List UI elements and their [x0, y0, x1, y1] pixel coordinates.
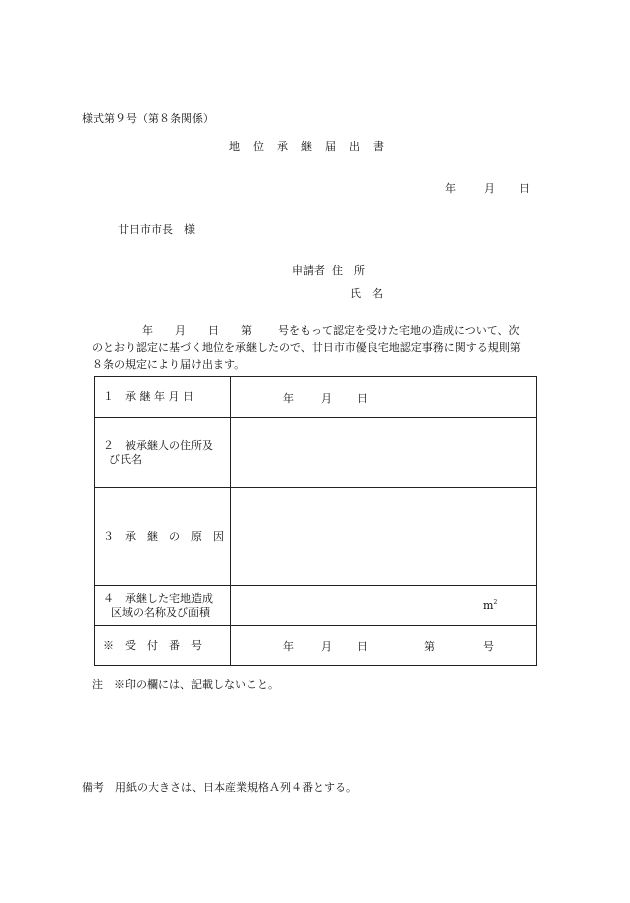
succession-cause-field[interactable] [231, 488, 537, 586]
succession-cause-label: ３ 承 継 の 原 因 [95, 488, 231, 586]
table-row [95, 586, 537, 626]
predecessor-label: ２ 被承継人の住所及 び氏名 [95, 418, 231, 488]
address-label: 住 所 [332, 264, 365, 277]
receipt-number-label: ※ 受 付 番 号 [95, 626, 231, 666]
table-row [95, 626, 537, 666]
title-char: 継 [301, 140, 312, 153]
title-char: 位 [253, 140, 264, 153]
submission-date [445, 180, 530, 196]
body-text [92, 322, 554, 373]
body-line-2: のとおり認定に基づく地位を承継したので、廿日市市優良宅地認定事務に関する規則第 [92, 341, 521, 354]
title-char: 地 [229, 140, 240, 153]
addressee: 廿日市市長 様 [118, 223, 195, 236]
site-area-label: ４ 承継した宅地造成 区域の名称及び面積 [95, 586, 231, 626]
succession-date-field[interactable]: 年 月 日 [231, 377, 537, 418]
document-title [229, 138, 397, 154]
form-number: 様式第９号（第８条関係） [82, 112, 214, 125]
title-char: 書 [373, 140, 384, 153]
date-month-label: 月 [484, 182, 495, 195]
receipt-number-field: 年 月 日 第 号 [231, 626, 537, 666]
title-char: 承 [277, 140, 288, 153]
predecessor-field[interactable] [231, 418, 537, 488]
date-year-label: 年 [445, 182, 456, 195]
applicant-address-line [292, 262, 365, 278]
table-row [95, 418, 537, 488]
body-line-3: ８条の規定により届け出ます。 [92, 358, 246, 371]
body-line-1: 年 月 日 第 号をもって認定を受けた宅地の造成について、次 [142, 324, 520, 337]
succession-date-label: １ 承 継 年 月 日 [95, 377, 231, 418]
note-text: 注 ※印の欄には、記載しないこと。 [92, 678, 279, 691]
square-meter-unit: $m^2$ [483, 599, 498, 612]
title-char: 出 [349, 140, 360, 153]
site-area-field[interactable] [231, 586, 537, 626]
applicant-label: 申請者 [292, 264, 325, 277]
date-day-label: 日 [519, 182, 530, 195]
applicant-name-line: 氏 名 [350, 287, 383, 300]
table-row [95, 488, 537, 586]
notification-table [94, 376, 537, 666]
table-row [95, 377, 537, 418]
remark-text: 備考 用紙の大きさは、日本産業規格Ａ列４番とする。 [82, 781, 357, 794]
title-char: 届 [325, 140, 336, 153]
